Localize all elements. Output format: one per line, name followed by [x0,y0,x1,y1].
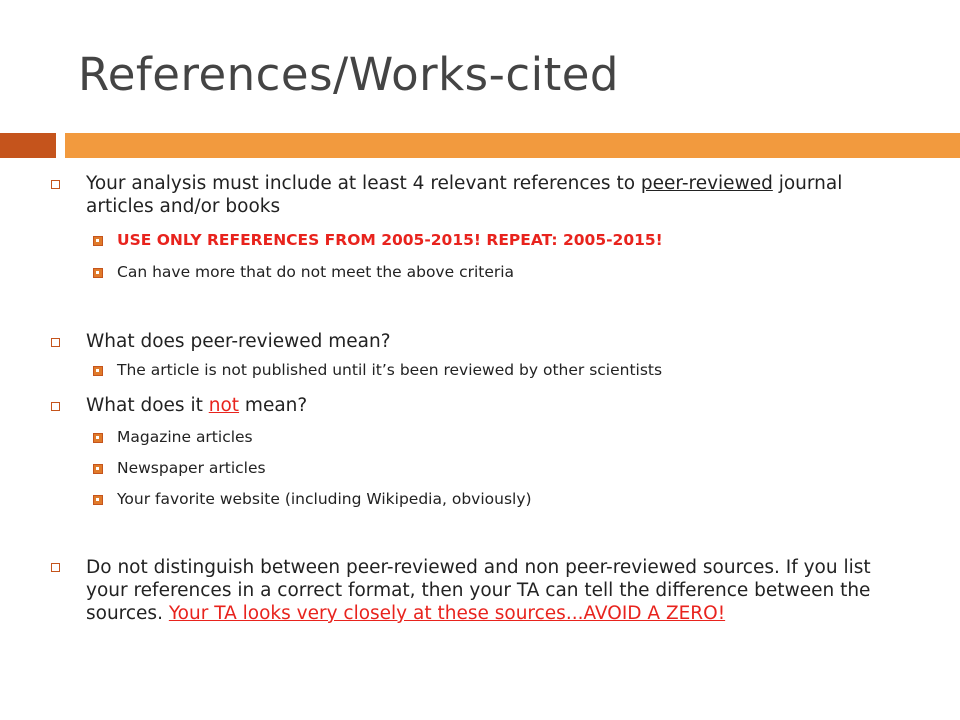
filled-square-bullet-icon [93,433,103,443]
slide-title: References/Works-cited [78,48,619,101]
bullet-references-requirement: Your analysis must include at least 4 relevant references to peer-reviewed journal articles and/or books [86,173,843,217]
square-bullet-icon [51,563,60,572]
filled-square-bullet-icon [93,495,103,505]
filled-square-bullet-icon [93,464,103,474]
subbullet-date-range: USE ONLY REFERENCES FROM 2005-2015! REPEAT: 2005-2015! [117,231,663,249]
subbullet-newspaper: Newspaper articles [117,459,266,477]
square-bullet-icon [51,338,60,347]
peer-reviewed-underlined: peer-reviewed [640,173,773,194]
filled-square-bullet-icon [93,236,103,246]
bullet-not-peer-reviewed: What does it not mean? [86,395,308,416]
subbullet-magazine: Magazine articles [117,428,253,446]
bullet-peer-reviewed-meaning: What does peer-reviewed mean? [86,331,391,352]
subbullet-website: Your favorite website (including Wikipedia, obviously) [117,490,532,508]
filled-square-bullet-icon [93,366,103,376]
square-bullet-icon [51,180,60,189]
subbullet-reviewed-by-scientists: The article is not published until it’s been reviewed by other scientists [117,361,663,379]
square-bullet-icon [51,402,60,411]
subbullet-more-allowed: Can have more that do not meet the above criteria [117,263,515,281]
bullet-distinguish-sources: Do not distinguish between peer-reviewed and non peer-reviewed sources. If you list your references in a correct format, then your TA can tell the difference between the sources. Your TA looks very closely at these sources...AVOID A ZERO! [86,557,871,624]
filled-square-bullet-icon [93,268,103,278]
not-emphasis: not [208,395,240,416]
avoid-zero-warning: Your TA looks very closely at these sources...AVOID A ZERO! [168,603,726,624]
